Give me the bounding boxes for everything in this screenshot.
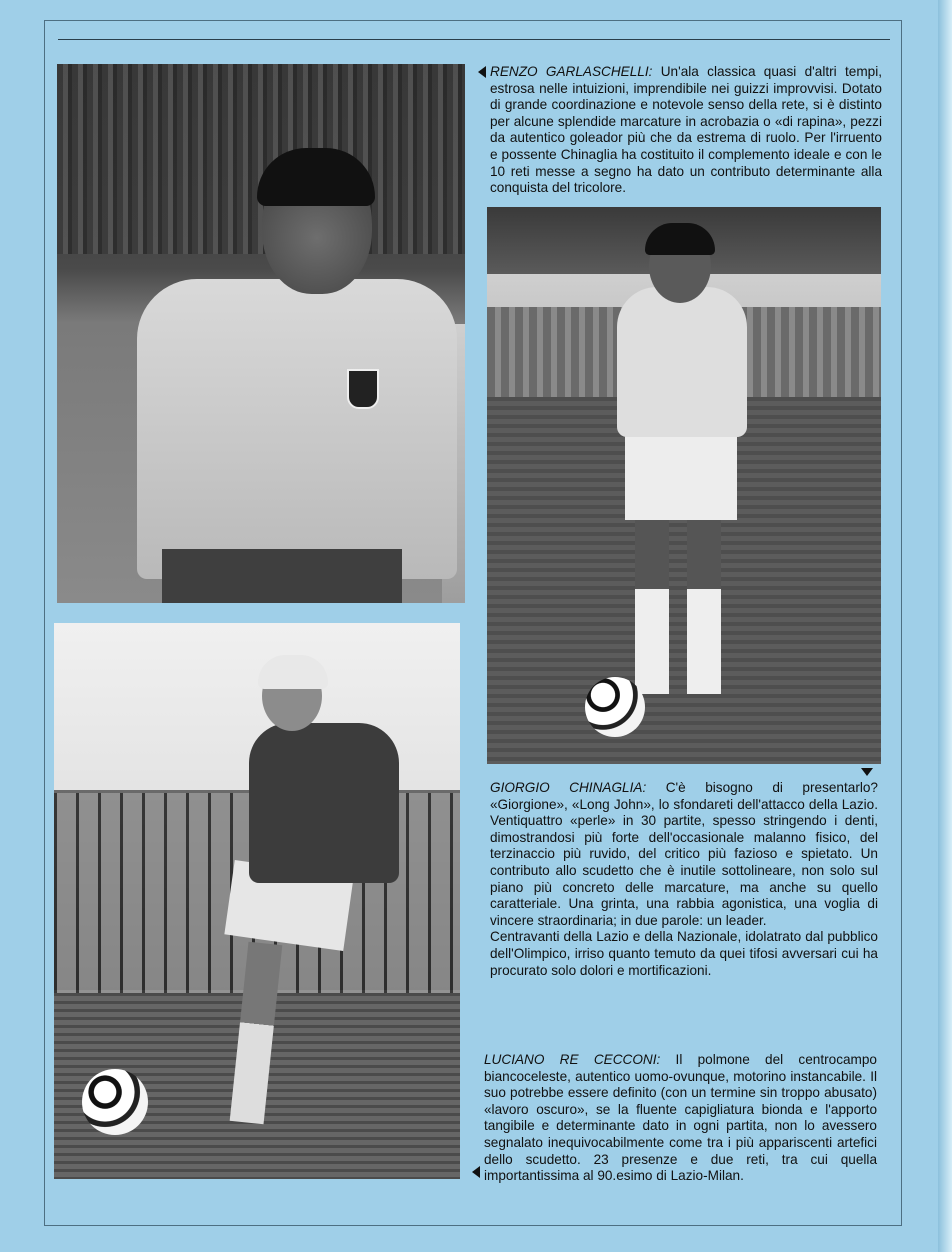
caption-garlaschelli xyxy=(490,64,882,197)
top-rule xyxy=(58,39,890,40)
caption-text: Il polmone del centrocampo biancoceleste, autentico uomo-ovunque, motorino instancabile. Il suo potrebbe essere definito (con un termine sin troppo abusato) «lavoro oscuro», se la fluente capigliatura bionda e l'apporto tangibile e determinante dato in ogni partita, non lo avessero segnalato inequivocabilmente come tra i più appariscenti artefici dello scudetto. 23 presenze e due reti, tra cui quella importantissima al 90.esimo di Lazio-Milan. xyxy=(484,1052,877,1184)
caption-name: RENZO GARLASCHELLI: xyxy=(490,64,653,79)
caption-text: Un'ala classica quasi d'altri tempi, estrosa nelle intuizioni, imprendibile nei guizzi improvvisi. Dotato di grande coordinazione e notevole senso della rete, si è distinto per alcune splendide marcature in acrobazia o «di rapina», pezzi da autentico goleador più che da estrema di ruolo. Per l'irruento e possente Chinaglia ha costituito il complemento ideale e con le 10 reti messe a segno ha dato un contributo determinante alla conquista del tricolore. xyxy=(490,64,882,196)
photo-re-cecconi xyxy=(54,623,460,1179)
pointer-left-arrow-icon xyxy=(478,66,486,78)
caption-re-cecconi xyxy=(484,1052,877,1185)
caption-name: LUCIANO RE CECCONI: xyxy=(484,1052,661,1067)
pointer-left-arrow-icon xyxy=(472,1166,480,1178)
photo-chinaglia xyxy=(487,207,881,764)
caption-name: GIORGIO CHINAGLIA: xyxy=(490,780,647,795)
photo-garlaschelli xyxy=(57,64,465,603)
caption-text: C'è bisogno di presentarlo? «Giorgione», «Long John», lo sfondareti dell'attacco della Lazio. Ventiquattro «perle» in 30 partite, spesso stringendo i denti, dimostrandosi più forte dell'occasionale malanno fisico, del terzinaccio più ruvido, del critico più fazioso e spietato. Un contributo allo scudetto che è inutile sottolineare, non solo sul piano più concreto delle marcature, ma anche su quello caratteriale. Una grinta, una rabbia agonistica, una voglia di vincere straordinaria; in due parole: un leader. xyxy=(490,780,878,928)
pointer-down-arrow-icon xyxy=(861,768,873,776)
caption-text-2: Centravanti della Lazio e della Nazionale, idolatrato dal pubblico dell'Olimpico, irriso quanto temuto da quei tifosi avversari cui ha procurato solo dolori e mortificazioni. xyxy=(490,929,878,978)
caption-chinaglia xyxy=(490,780,878,979)
page-edge xyxy=(938,0,952,1252)
